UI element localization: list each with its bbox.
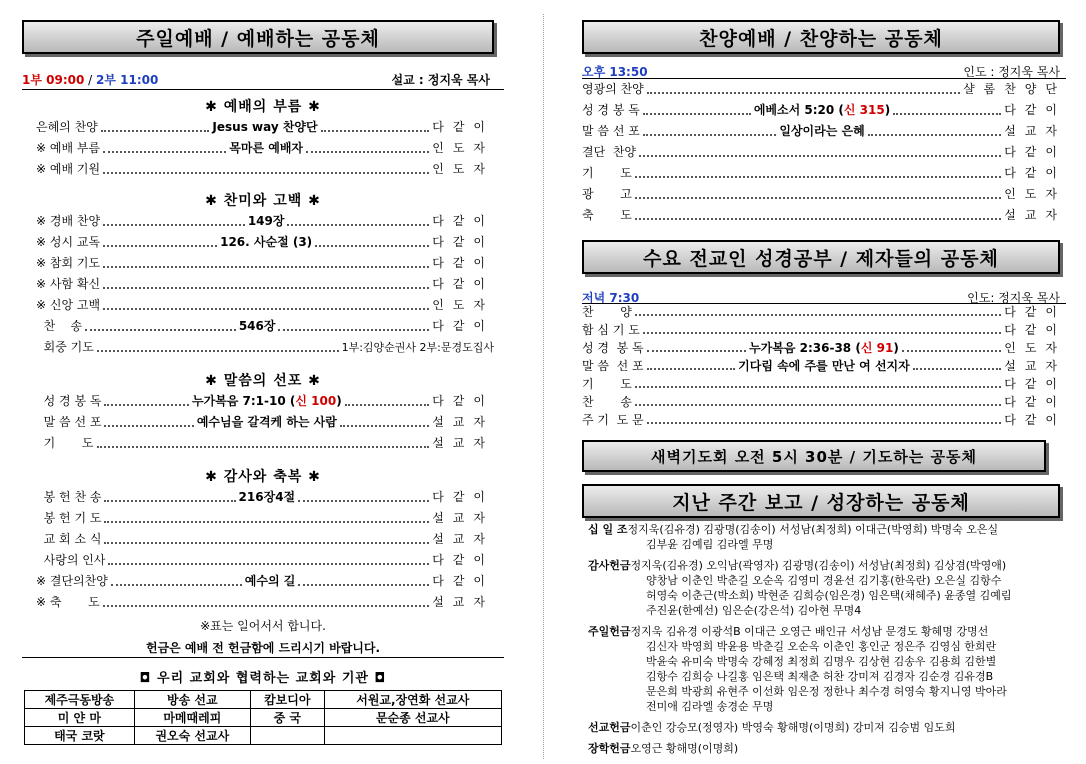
wednesday-row-label: 말 씀 선 포	[582, 359, 644, 373]
report-body	[588, 522, 1066, 762]
hymn-number: 신 91	[860, 341, 894, 355]
sunday-row-content	[248, 211, 285, 232]
wednesday-leader: 인도: 정지욱 목사	[967, 291, 1060, 305]
sunday-row	[36, 295, 494, 316]
sunday-title-banner	[22, 20, 494, 54]
wednesday-row-leader: 다같이	[1004, 305, 1066, 319]
leader-dots	[635, 197, 1001, 199]
partner-row	[25, 727, 502, 745]
wednesday-row-leader: 다같이	[1004, 323, 1066, 337]
wednesday-row	[582, 357, 1066, 375]
hymn-number: 신 315	[843, 103, 885, 117]
sunday-row	[36, 391, 494, 412]
leader-dots	[104, 500, 235, 502]
leader-dots	[647, 92, 960, 94]
wednesday-row-leader: 다같이	[1004, 377, 1066, 391]
leader-dots	[103, 605, 429, 607]
sunday-row-label: 말 씀 선 포	[36, 415, 102, 429]
leader-dots	[298, 500, 429, 502]
report-line	[588, 537, 1066, 552]
praise-meta	[582, 63, 1066, 79]
report-line	[588, 624, 1066, 639]
partner-cell	[250, 727, 324, 745]
leader-dots	[902, 350, 1001, 352]
praise-row	[582, 79, 1066, 100]
wednesday-row-text: 누가복음 2:36-38 (	[749, 341, 861, 355]
sunday-row-leader: 다같이	[432, 235, 494, 249]
sunday-row-label: ※ 신앙 고백	[36, 298, 101, 312]
leader-dots	[635, 176, 1001, 178]
report-names: 이춘인 강승모(정영자) 박영숙 황해명(이명희) 강미져 김승범 임도희	[630, 721, 956, 734]
report-line	[588, 720, 1066, 735]
wednesday-row-leader: 설교자	[1004, 359, 1067, 373]
sunday-row-leader: 설교자	[432, 532, 494, 546]
report-names: 정지욱(김유경) 오익남(곽영자) 김광명(김송이) 서성남(최정희) 김상겸(박영애)	[630, 559, 1007, 572]
praise-order	[582, 79, 1066, 226]
wednesday-row	[582, 321, 1066, 339]
leader-dots	[108, 563, 429, 565]
partner-cell: 중 국	[250, 709, 324, 727]
sunday-row	[36, 592, 494, 613]
leader-dots	[97, 350, 339, 352]
wednesday-row	[582, 393, 1066, 411]
sunday-row-text: 예수님을 갈격케 하는 사람	[196, 415, 337, 429]
report-line	[588, 522, 1066, 537]
sunday-row-label: ※ 예배 기원	[36, 162, 101, 176]
sunday-rule	[22, 89, 504, 90]
wednesday-row	[582, 339, 1066, 357]
sunday-row-text: 목마른 예배자	[229, 141, 304, 155]
praise-row-leader: 다같이	[1004, 166, 1066, 180]
offering-rule	[22, 657, 504, 658]
section-heading: ✱ 찬미와 고백 ✱	[205, 193, 321, 209]
praise-title-banner	[582, 20, 1060, 54]
wednesday-time: 저녁 7:30	[582, 291, 640, 305]
page-divider	[543, 14, 544, 759]
sunday-row-label: 봉 헌 기 도	[36, 511, 102, 525]
leader-dots	[647, 422, 1002, 424]
leader-dots	[639, 155, 1001, 157]
praise-title: 찬양예배 / 찬양하는 공동체	[699, 27, 943, 50]
sunday-row-label: ※ 결단의찬양	[36, 574, 108, 588]
leader-dots	[315, 245, 429, 247]
report-names: 김항수 김희승 나길홍 임은택 최재춘 허찬 강미져 김경자 김순경 김유경B	[646, 670, 994, 683]
sunday-row	[36, 253, 494, 274]
sunday-title: 주일예배 / 예배하는 공동체	[136, 27, 380, 50]
report-title-banner	[582, 484, 1060, 518]
sunday-row-label: 봉 헌 찬 송	[36, 490, 102, 504]
sunday-row-leader: 1부:김양순권사 2부:문경도집사	[341, 341, 494, 354]
leader-dots	[868, 134, 1002, 136]
leader-dots	[103, 287, 429, 289]
report-line	[588, 603, 1066, 618]
wednesday-row-text-end: )	[893, 341, 899, 355]
sunday-row-leader: 다같이	[432, 574, 495, 588]
leader-dots	[104, 521, 429, 523]
report-block	[588, 558, 1066, 618]
report-names: 주진윤(한예선) 임은순(강은석) 김아현 무명4	[646, 604, 862, 617]
sunday-row-content	[245, 571, 296, 592]
sunday-row-leader: 인도자	[432, 162, 494, 176]
sunday-row-label: ※ 성시 교독	[36, 235, 101, 249]
leader-dots	[893, 113, 1001, 115]
praise-row	[582, 121, 1066, 142]
leader-dots	[104, 542, 429, 544]
sunday-meta	[22, 71, 504, 87]
wednesday-row-label: 기 도	[582, 377, 632, 391]
sunday-row-label: 찬 송	[36, 319, 83, 333]
leader-dots	[306, 151, 429, 153]
praise-row	[582, 100, 1066, 121]
report-names: 양창남 이춘인 박춘길 오순옥 김영미 경윤선 김기홍(한옥란) 오은실 김항수	[646, 574, 1002, 587]
report-block	[588, 720, 1066, 735]
praise-row	[582, 163, 1066, 184]
sunday-row-leader: 인도자	[432, 141, 495, 155]
leader-dots	[103, 151, 226, 153]
sunday-row	[36, 117, 494, 138]
sunday-row	[36, 274, 494, 295]
report-heading: 선교헌금	[588, 721, 631, 734]
leader-dots	[647, 368, 736, 370]
report-names: 김부윤 김예림 김라엘 무명	[646, 538, 774, 551]
sunday-row-content	[212, 117, 317, 138]
sunday-row	[36, 487, 494, 508]
partner-cell: 태국 코랏	[25, 727, 135, 745]
sunday-row-text: 126. 사순절 (3)	[220, 235, 313, 249]
sunday-row-text: 149장	[247, 214, 285, 228]
sunday-row	[36, 529, 494, 550]
report-names: 문은희 박광희 유현주 이선화 임은정 정한나 최수경 허영숙 황지니영 박아라	[646, 685, 1007, 698]
partner-cell	[324, 727, 501, 745]
wednesday-row-content	[738, 357, 910, 375]
leader-dots	[345, 404, 430, 406]
sunday-row-leader: 다같이	[432, 120, 495, 134]
sunday-row	[36, 232, 494, 253]
sunday-row	[36, 211, 494, 232]
section-heading: ✱ 말씀의 선포 ✱	[205, 373, 321, 389]
section-heading: ✱ 감사와 축복 ✱	[205, 469, 321, 485]
report-heading: 주일헌금	[588, 625, 631, 638]
praise-row-label: 결단 찬양	[582, 145, 636, 159]
report-line	[588, 639, 1066, 654]
leader-dots	[103, 245, 217, 247]
praise-row	[582, 205, 1066, 226]
wednesday-row-content	[749, 339, 899, 357]
sunday-row-text: 누가복음 7:1-10 (	[191, 394, 296, 408]
praise-row-label: 성 경 봉 독	[582, 103, 640, 117]
report-block	[588, 522, 1066, 552]
leader-dots	[635, 218, 1001, 220]
sunday-row-leader: 다같이	[432, 490, 495, 504]
report-line	[588, 654, 1066, 669]
section-heading: ✱ 예배의 부름 ✱	[205, 99, 321, 115]
sunday-row-label: 회중 기도	[36, 340, 94, 354]
sunday-row-leader: 설교자	[432, 415, 494, 429]
praise-row-text: 에베소서 5:20 (	[753, 103, 844, 117]
sunday-row-label: 성 경 봉 독	[36, 394, 102, 408]
partner-row	[25, 691, 502, 709]
leader-dots	[111, 584, 242, 586]
leader-dots	[643, 113, 751, 115]
praise-row-label: 기 도	[582, 166, 632, 180]
praise-row-label: 영광의 찬양	[582, 82, 644, 96]
partners-title: ◘ 우리 교회와 협력하는 교회와 기관 ◘	[139, 671, 387, 686]
report-heading: 감사헌금	[588, 559, 631, 572]
partner-cell: 미 얀 마	[25, 709, 135, 727]
leader-dots	[321, 130, 430, 132]
leader-dots	[103, 172, 429, 174]
report-names: 박윤숙 유미숙 박명숙 강혜정 최정희 김명우 김상현 김송우 김용희 김한별	[646, 655, 997, 668]
report-line	[588, 573, 1066, 588]
section-rows	[36, 487, 494, 613]
sunday-row-leader: 다같이	[432, 256, 494, 270]
sunday-row-content	[220, 232, 312, 253]
leader-dots	[104, 425, 193, 427]
report-title: 지난 주간 보고 / 성장하는 공동체	[672, 491, 970, 514]
sunday-row	[36, 138, 494, 159]
report-line	[588, 558, 1066, 573]
sunday-row	[36, 550, 494, 571]
praise-row	[582, 142, 1066, 163]
leader-dots	[635, 386, 1001, 388]
report-names: 오영근 황해명(이명희)	[630, 742, 739, 755]
report-line	[588, 588, 1066, 603]
leader-dots	[340, 425, 429, 427]
sunday-row	[36, 316, 494, 337]
sunday-row-text: Jesus way 찬양단	[212, 120, 318, 134]
section-rows	[36, 391, 494, 454]
section-rows	[36, 211, 494, 358]
sunday-row-label: ※ 사함 확신	[36, 277, 101, 291]
wednesday-order	[582, 303, 1066, 429]
leader-dots	[104, 404, 189, 406]
wednesday-title-banner	[582, 240, 1060, 274]
partner-cell: 방송 선교	[134, 691, 250, 709]
dawn-title-banner	[582, 440, 1046, 472]
wednesday-row-label: 함 심 기 도	[582, 323, 640, 337]
report-block	[588, 741, 1066, 756]
sunday-row-text: 예수의 길	[244, 574, 296, 588]
leader-dots	[103, 224, 245, 226]
wednesday-row	[582, 411, 1066, 429]
sunday-row-content	[229, 138, 303, 159]
sunday-row-leader: 설교자	[432, 595, 494, 609]
leader-dots	[647, 350, 746, 352]
sunday-row-content	[239, 487, 296, 508]
praise-row-leader: 샬롬찬양단	[963, 82, 1066, 96]
sunday-row-content	[192, 391, 342, 412]
praise-row-leader: 설교자	[1004, 208, 1066, 222]
section-rows	[36, 117, 494, 180]
wednesday-row-label: 찬 양	[582, 305, 632, 319]
sunday-row-label: ※ 예배 부름	[36, 141, 101, 155]
wednesday-row-leader: 다같이	[1004, 413, 1066, 427]
report-names: 정지욱(김유경) 김광명(김송이) 서성남(최정희) 이대근(박영희) 박명숙 오은실	[627, 523, 999, 536]
sunday-row-leader: 다같이	[432, 214, 494, 228]
praise-row-label: 축 도	[582, 208, 632, 222]
sunday-row	[36, 412, 494, 433]
leader-dots	[101, 130, 210, 132]
partner-row	[25, 709, 502, 727]
sunday-row-leader: 설교자	[432, 511, 494, 525]
praise-leader: 인도 : 정지욱 목사	[963, 65, 1060, 79]
leader-dots	[635, 314, 1001, 316]
leader-dots	[97, 446, 430, 448]
partner-cell: 마메때레피	[134, 709, 250, 727]
sunday-preacher: 설교 : 정지욱 목사	[391, 73, 490, 87]
partner-cell: 캄보디아	[250, 691, 324, 709]
report-names: 김신자 박영희 박윤용 박춘길 오순옥 이춘인 홍인군 정은주 김영심 한희란	[646, 640, 997, 653]
standing-note: ※표는 일어서서 합니다.	[200, 619, 326, 633]
praise-row-leader: 설교자	[1004, 124, 1067, 138]
dawn-title: 새벽기도회 오전 5시 30분 / 기도하는 공동체	[651, 447, 977, 466]
report-block	[588, 624, 1066, 714]
sunday-row-leader: 인도자	[432, 298, 494, 312]
sunday-row	[36, 159, 494, 180]
report-heading: 십 일 조	[588, 523, 628, 536]
offering-note: 헌금은 예배 전 헌금함에 드리시기 바랍니다.	[145, 641, 381, 655]
report-heading: 장학헌금	[588, 742, 631, 755]
sunday-row-label: ※ 축 도	[36, 595, 100, 609]
sunday-row	[36, 508, 494, 529]
leader-dots	[103, 266, 429, 268]
leader-dots	[298, 584, 429, 586]
sunday-row-label: ※ 참회 기도	[36, 256, 101, 270]
praise-row-text-end: )	[884, 103, 891, 117]
wednesday-row-label: 찬 송	[582, 395, 632, 409]
sunday-row-content	[197, 412, 337, 433]
partner-cell: 문순종 선교사	[324, 709, 501, 727]
wednesday-row-text: 기다림 속에 주를 만난 여 선지자	[738, 359, 910, 373]
praise-row-label: 말 씀 선 포	[582, 124, 640, 138]
sunday-row-content	[239, 316, 276, 337]
leader-dots	[643, 134, 777, 136]
sunday-row-leader: 다같이	[432, 394, 494, 408]
partner-cell: 제주극동방송	[25, 691, 135, 709]
wednesday-title: 수요 전교인 성경공부 / 제자들의 공동체	[643, 247, 999, 270]
wednesday-row	[582, 303, 1066, 321]
partner-cell: 권오숙 선교사	[134, 727, 250, 745]
report-line	[588, 669, 1066, 684]
sunday-row-label: 사랑의 인사	[36, 553, 106, 567]
sunday-row-leader: 다같이	[432, 277, 494, 291]
wednesday-row-leader: 인도자	[1004, 341, 1067, 355]
praise-time: 오후 13:50	[582, 65, 648, 79]
wednesday-row-leader: 다같이	[1004, 395, 1066, 409]
report-line	[588, 741, 1066, 756]
sunday-row-label: ※ 경배 찬양	[36, 214, 101, 228]
leader-dots	[635, 404, 1001, 406]
praise-row	[582, 184, 1066, 205]
sunday-row	[36, 433, 494, 454]
report-line	[588, 699, 1066, 714]
partner-cell: 서원교,장연화 선교사	[324, 691, 501, 709]
sunday-time-second: 2부 11:00	[96, 73, 159, 87]
leader-dots	[287, 224, 429, 226]
sunday-row-text-end: )	[336, 394, 342, 408]
sunday-time-first: 1부 09:00	[22, 73, 85, 87]
wednesday-row-label: 성 경 봉 독	[582, 341, 644, 355]
praise-row-label: 광 고	[582, 187, 632, 201]
hymn-number: 신 100	[295, 394, 337, 408]
leader-dots	[643, 332, 1001, 334]
leader-dots	[913, 368, 1002, 370]
praise-row-leader: 인도자	[1004, 187, 1066, 201]
sunday-row-leader: 다같이	[432, 319, 495, 333]
report-line	[588, 684, 1066, 699]
praise-row-content	[754, 100, 890, 121]
report-names: 전미애 김라엘 송경순 무명	[646, 700, 774, 713]
wednesday-row	[582, 375, 1066, 393]
leader-dots	[278, 329, 429, 331]
praise-row-leader: 다같이	[1004, 145, 1066, 159]
partners-table	[24, 690, 502, 745]
sunday-row	[36, 337, 494, 358]
sunday-row-leader: 다같이	[432, 553, 494, 567]
praise-row-text: 일상이라는 은혜	[779, 124, 865, 138]
sunday-row	[36, 571, 494, 592]
report-names: 정지욱 김유경 이광석B 이대근 오영근 배인규 서성남 문경도 황혜명 강명선	[630, 625, 989, 638]
sunday-row-label: 은혜의 찬양	[36, 120, 98, 134]
leader-dots	[103, 308, 429, 310]
sunday-row-text: 216장4절	[238, 490, 296, 504]
sunday-row-label: 교 회 소 식	[36, 532, 102, 546]
praise-row-leader: 다같이	[1004, 103, 1066, 117]
praise-row-content	[779, 121, 864, 142]
sunday-row-label: 기 도	[36, 436, 94, 450]
leader-dots	[85, 329, 236, 331]
sunday-time-sep: /	[84, 73, 96, 87]
sunday-row-text: 546장	[238, 319, 276, 333]
report-names: 허영숙 이춘근(박소희) 박현준 김희승(임은경) 임은택(채혜주) 윤종열 김예림	[646, 589, 1012, 602]
wednesday-row-label: 주 기 도 문	[582, 413, 644, 427]
sunday-row-leader: 설교자	[432, 436, 494, 450]
